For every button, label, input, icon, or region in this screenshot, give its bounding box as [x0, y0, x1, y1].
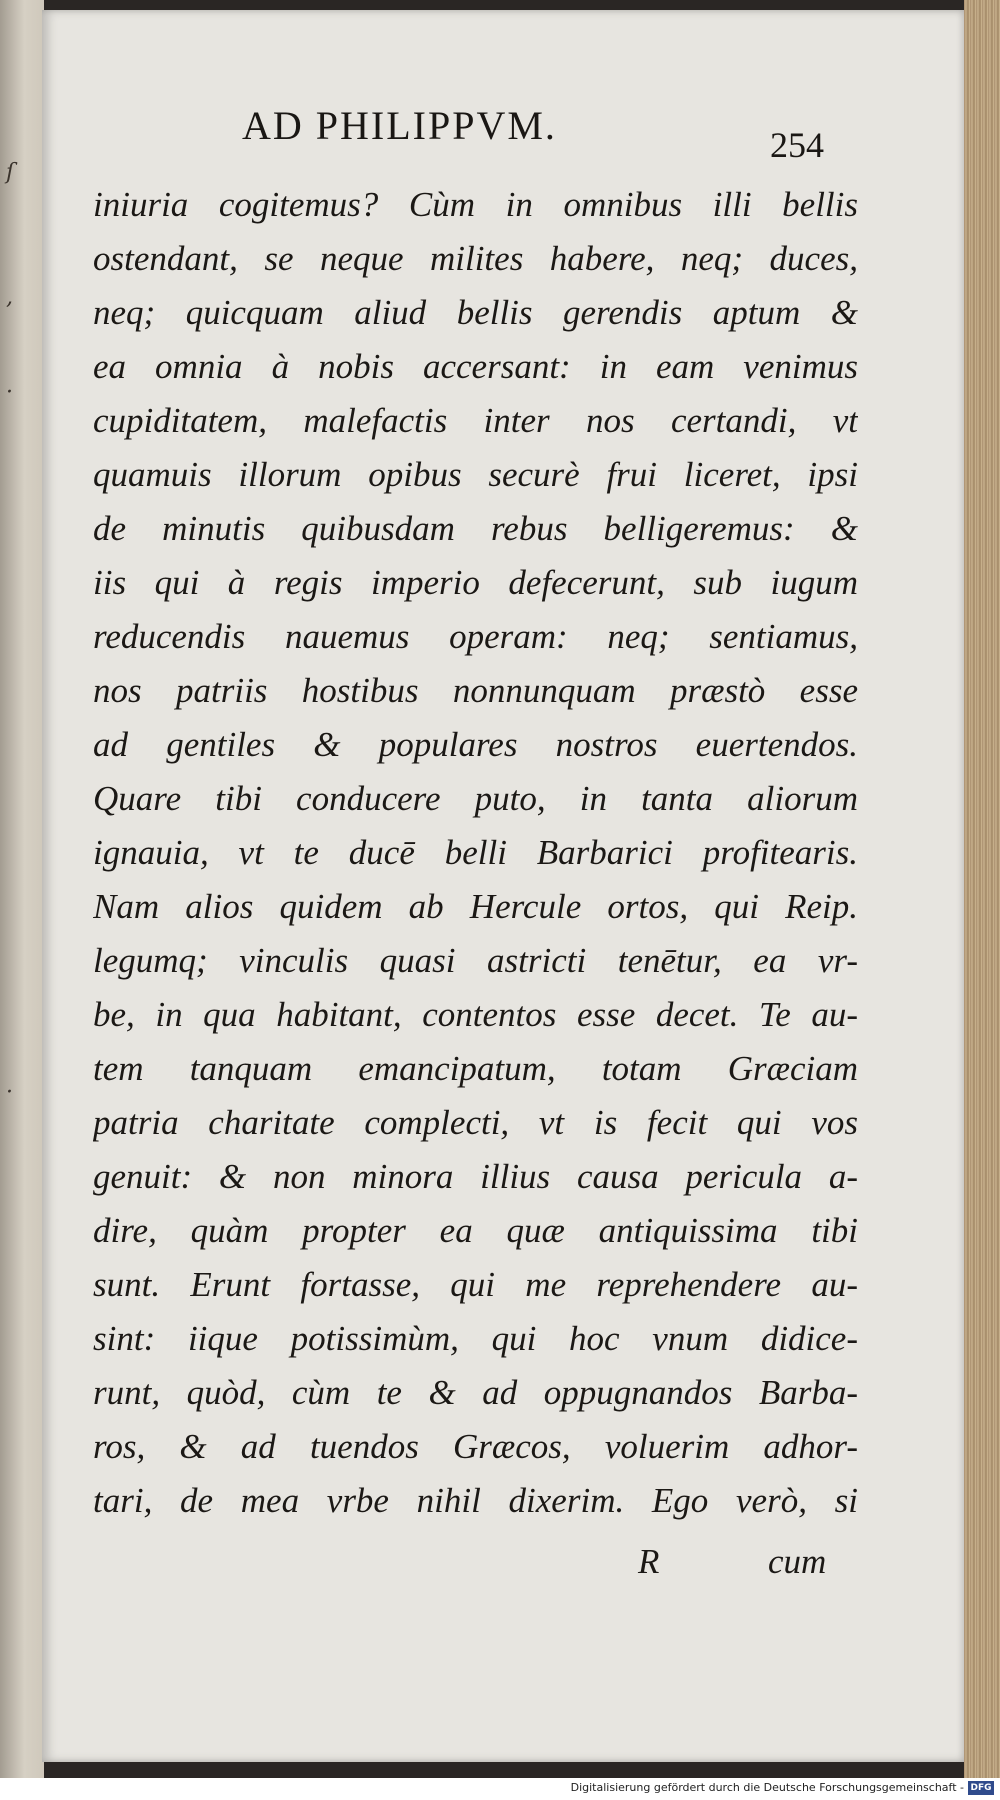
dfg-logo: DFG [968, 1781, 994, 1795]
text-line: Nam alios quidem ab Hercule ortos, qui Reip. [93, 887, 858, 926]
text-block [93, 178, 858, 1528]
text-line: reducendis nauemus operam: neq; sentiamus, [93, 617, 858, 656]
text-line: cupiditatem, malefactis inter nos certandi, vt [93, 401, 858, 440]
text-line: ad gentiles & populares nostros euertendos. [93, 725, 858, 764]
text-line: de minutis quibusdam rebus belligeremus: & [93, 509, 858, 548]
margin-mark: · [6, 380, 13, 405]
book-page [42, 10, 964, 1762]
digitization-credit: Digitalisierung gefördert durch die Deutsche Forschungsgemeinschaft - [570, 1781, 964, 1794]
text-line: patria charitate complecti, vt is fecit qui vos [93, 1103, 858, 1142]
page-block-edge [964, 0, 1000, 1778]
text-line: iniuria cogitemus? Cùm in omnibus illi bellis [93, 185, 858, 224]
text-line: iis qui à regis imperio defecerunt, sub iugum [93, 563, 858, 602]
text-line: sunt. Erunt fortasse, qui me reprehendere au- [93, 1265, 858, 1304]
margin-mark: , [6, 285, 13, 310]
text-line: Quare tibi conducere puto, in tanta aliorum [93, 779, 858, 818]
page-number: 254 [770, 125, 824, 165]
text-line: ignauia, vt te ducē belli Barbarici profitearis. [93, 833, 858, 872]
text-line: quamuis illorum opibus securè frui liceret, ipsi [93, 455, 858, 494]
text-line: ostendant, se neque milites habere, neq; duces, [93, 239, 858, 278]
catch-line [638, 1542, 838, 1596]
margin-mark: ſ [6, 160, 15, 185]
signature-mark: R [638, 1542, 660, 1581]
footer-strip [0, 1778, 1000, 1800]
text-line: nos patriis hostibus nonnunquam præstò esse [93, 671, 858, 710]
text-line: dire, quàm propter ea quæ antiquissima tibi [93, 1211, 858, 1250]
catchword: cum [768, 1542, 827, 1581]
text-line: be, in qua habitant, contentos esse decet. Te au- [93, 995, 858, 1034]
text-line: ros, & ad tuendos Græcos, voluerim adhor- [93, 1427, 858, 1466]
margin-mark: · [6, 1080, 13, 1105]
text-line: legumq; vinculis quasi astricti tenētur, ea vr- [93, 941, 858, 980]
text-line: tem tanquam emancipatum, totam Græciam [93, 1049, 858, 1088]
running-head: AD PHILIPPVM. [242, 103, 557, 148]
previous-page-edge [0, 0, 44, 1778]
text-line: runt, quòd, cùm te & ad oppugnandos Barba- [93, 1373, 858, 1412]
text-line: neq; quicquam aliud bellis gerendis aptum & [93, 293, 858, 332]
text-line: sint: iique potissimùm, qui hoc vnum didice- [93, 1319, 858, 1358]
text-line: ea omnia à nobis accersant: in eam venimus [93, 347, 858, 386]
text-line: tari, de mea vrbe nihil dixerim. Ego verò, si [93, 1481, 858, 1520]
text-line: genuit: & non minora illius causa pericula a- [93, 1157, 858, 1196]
